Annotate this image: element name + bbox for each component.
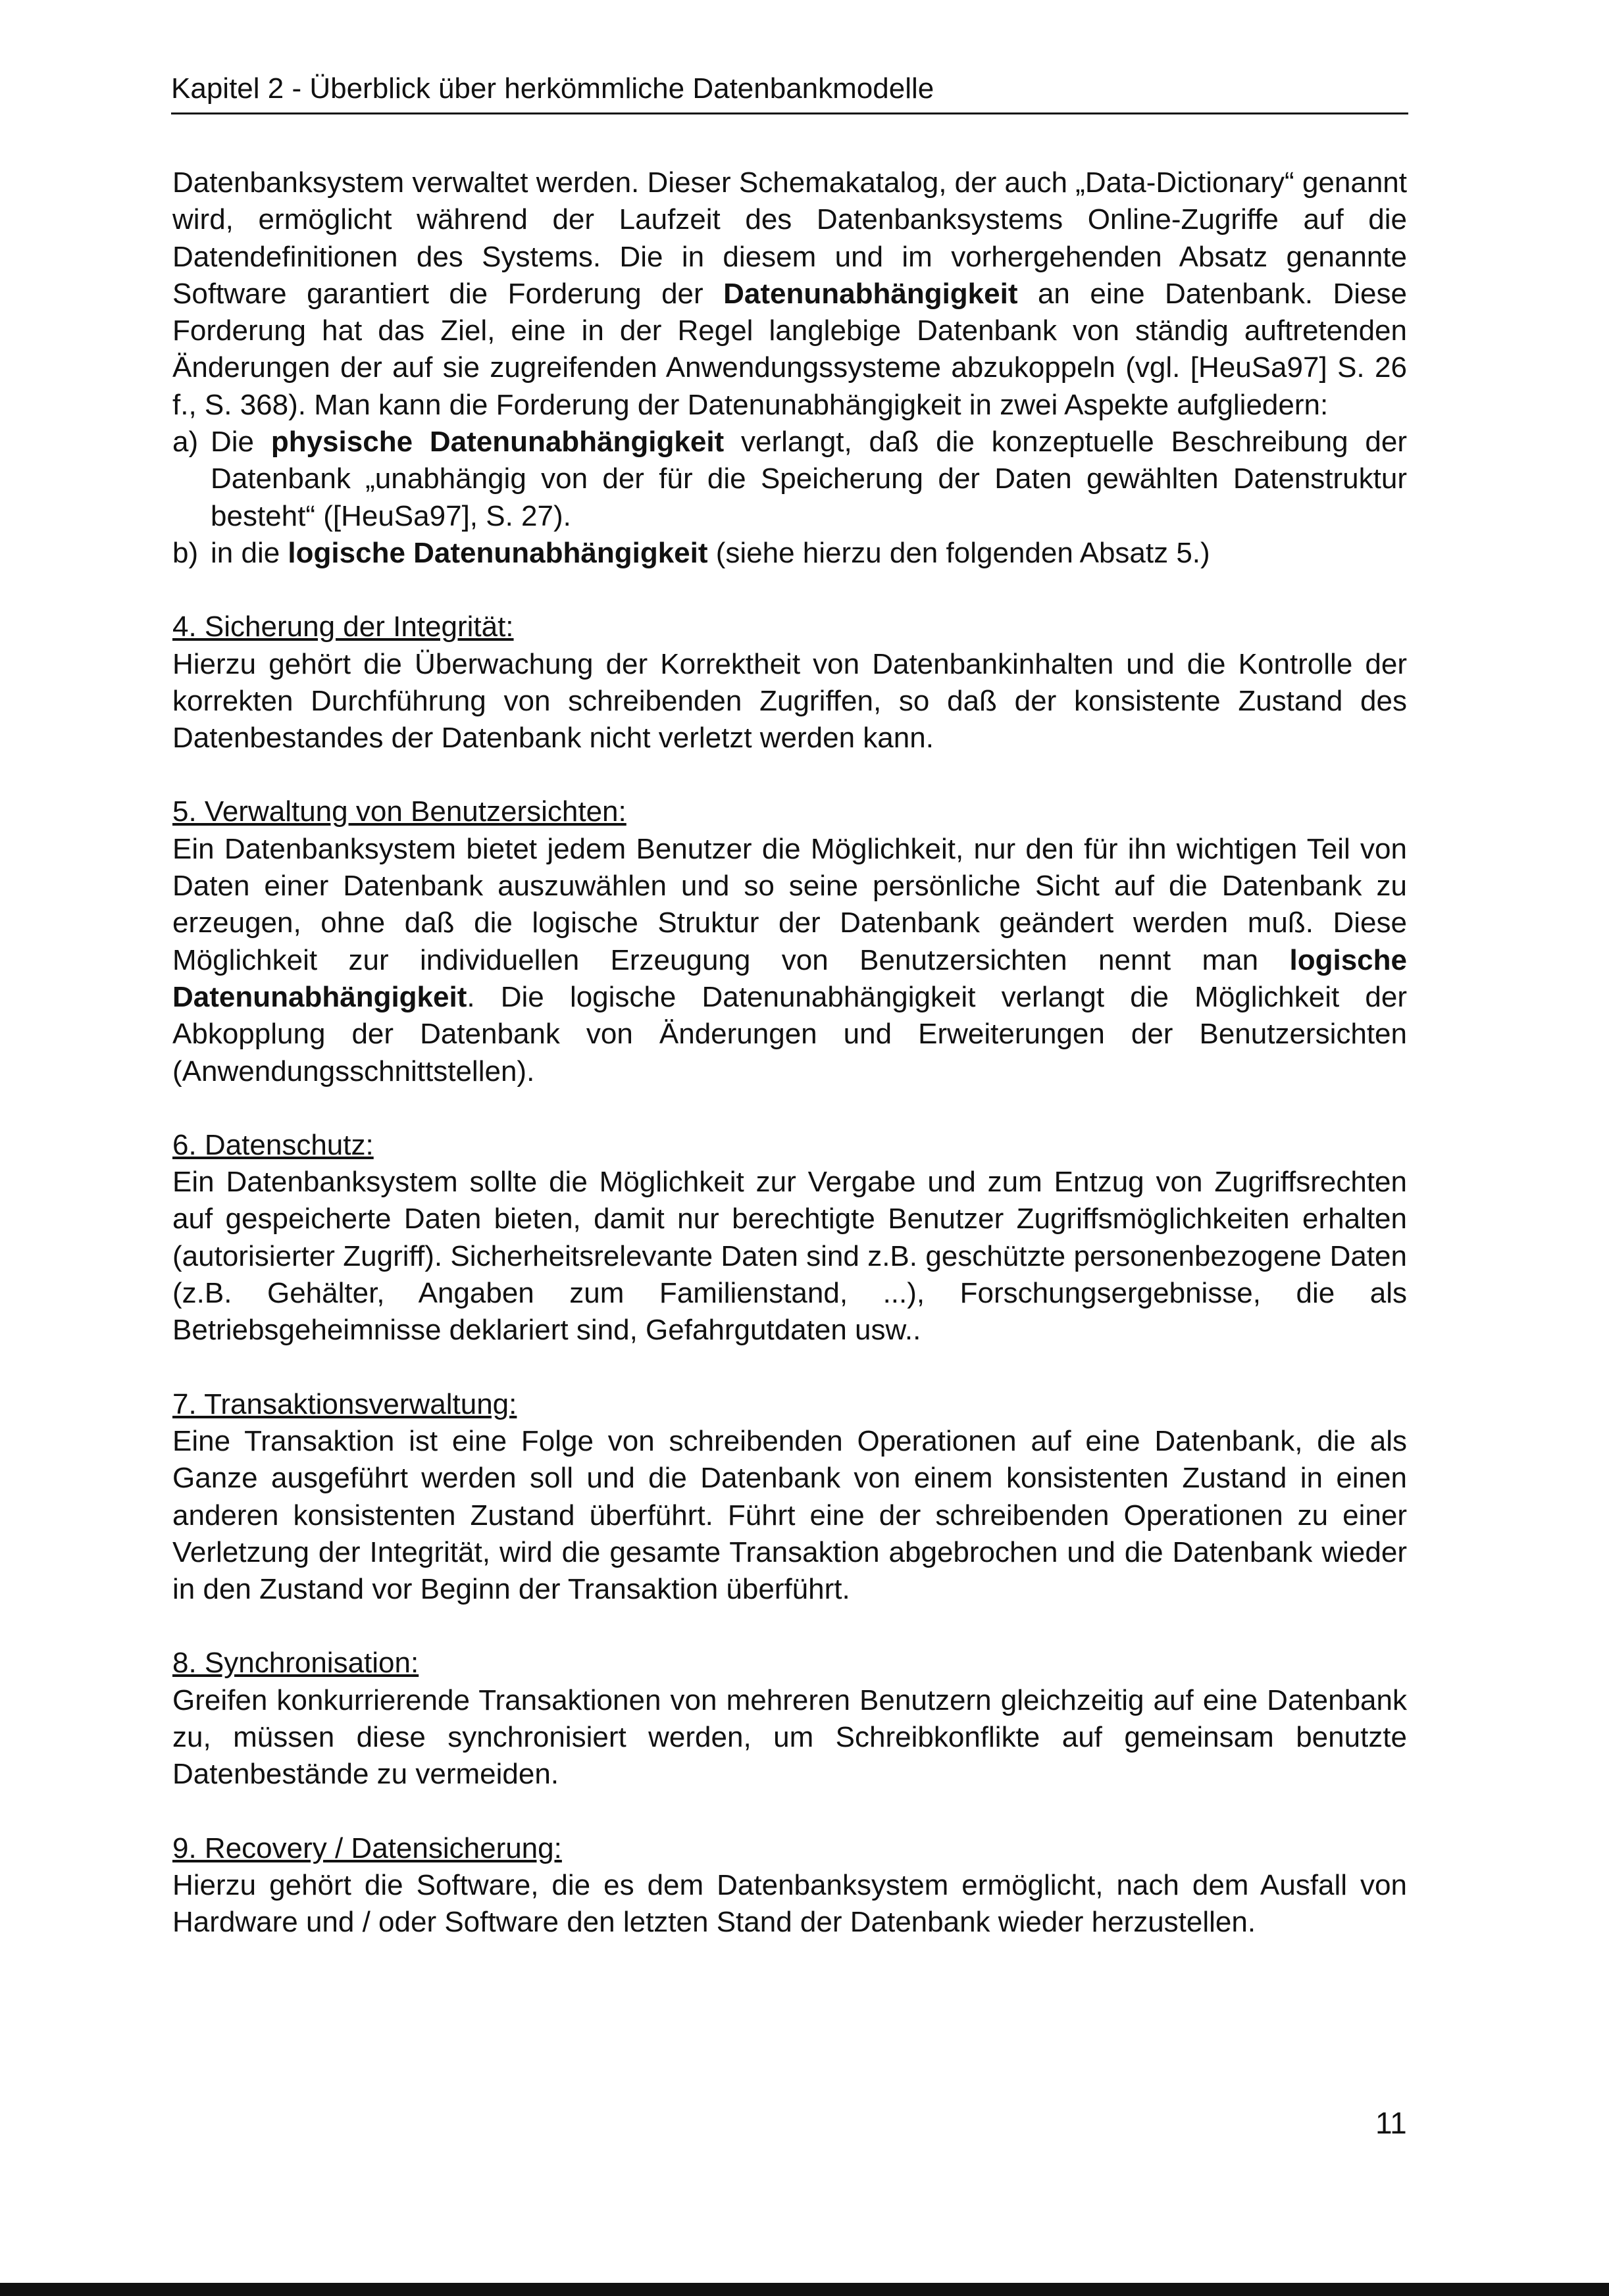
section-text-4: Hierzu gehört die Überwachung der Korrektheit von Datenbankinhalten und die Kontrolle der korrekten Durchführung von schreibenden Zugriffen, so daß der konsistente Zustand des Datenbestandes der Datenbank nicht verletzt werden kann. — [172, 647, 1407, 755]
section-heading-5: 5. Verwaltung von Benutzersichten: — [172, 795, 626, 828]
section-heading-4: 4. Sicherung der Integrität: — [172, 611, 514, 643]
intro-paragraph — [172, 164, 1407, 424]
section-5-text-1: Ein Datenbanksystem bietet jedem Benutzer die Möglichkeit, nur den für ihn wichtigen Teil von Daten einer Datenbank auszuwählen und so seine persönliche Sicht auf die Datenbank zu erzeugen, ohne daß die logische Struktur der Datenbank geändert werden muß. Diese Möglichkeit zur individuellen Erzeugung von Benutzersichten nennt man — [172, 832, 1407, 976]
section-heading-8: 8. Synchronisation: — [172, 1647, 419, 1680]
section-transactions — [172, 1386, 1407, 1609]
page-header — [171, 69, 1408, 114]
section-5-text-2: . Die logische Datenunabhängigkeit verlangt die Möglichkeit der Abkopplung der Datenbank von Änderungen und Erweiterungen der Benutzersichten (Anwendungsschnittstellen). — [172, 980, 1407, 1087]
section-text-5 — [172, 831, 1407, 1090]
section-5-bold-term: logische Datenunabhängigkeit — [172, 943, 1407, 1013]
section-text-9: Hierzu gehört die Software, die es dem Datenbanksystem ermöglicht, nach dem Ausfall von Hardware und / oder Software den letzten Stand der Datenbank wieder herzustellen. — [172, 1868, 1407, 1939]
list-b-text-2: (siehe hierzu den folgenden Absatz 5.) — [707, 536, 1210, 569]
list-item-b — [172, 535, 1407, 572]
list-b-text-1: in die — [211, 536, 288, 569]
page-body — [172, 164, 1407, 1941]
section-synchronisation — [172, 1645, 1407, 1793]
section-heading-6: 6. Datenschutz: — [172, 1128, 374, 1161]
section-heading-9: 9. Recovery / Datensicherung: — [172, 1832, 562, 1864]
page-number: 11 — [1375, 2106, 1407, 2140]
section-user-views — [172, 793, 1407, 1089]
list-marker-a: a) — [172, 426, 199, 459]
intro-bold-term: Datenunabhängigkeit — [723, 277, 1018, 310]
list-a-text-2: verlangt, daß die konzeptuelle Beschreibung der Datenbank „unabhängig von der für die Speicherung der Daten gewählten Datenstruktur besteht“ ([HeuSa97], S. 27). — [211, 426, 1407, 532]
list-a-bold-term: physische Datenunabhängigkeit — [270, 426, 725, 459]
list-content-b — [211, 535, 1407, 572]
list-marker-b: b) — [172, 536, 199, 569]
section-text-8: Greifen konkurrierende Transaktionen von mehreren Benutzern gleichzeitig auf eine Datenbank zu, müssen diese synchronisiert werden, um Schreibkonflikte auf gemeinsam benutzte Datenbestände zu vermeiden. — [172, 1684, 1407, 1791]
intro-text-2: an eine Datenbank. Diese Forderung hat das Ziel, eine in der Regel langlebige Datenbank von ständig auftretenden Änderungen der auf sie zugreifenden Anwendungssysteme abzukoppeln (vgl. [HeuSa97] S. 26 f., S. 368). Man kann die Forderung der Datenunabhängigkeit in zwei Aspekte aufgliedern: — [172, 277, 1407, 421]
section-text-6: Ein Datenbanksystem sollte die Möglichkeit zur Vergabe und zum Entzug von Zugriffsrechten auf gespeicherte Daten bieten, damit nur berechtigte Benutzer Zugriffsmöglichkeiten erhalten (autorisierter Zugriff). Sicherheitsrelevante Daten sind z.B. geschützte personenbezogene Daten (z.B. Gehälter, Angaben zum Familienstand, ...), Forschungsergebnisse, die als Betriebsgeheimnisse deklariert sind, Gefahrgutdaten usw.. — [172, 1166, 1407, 1347]
list-a-text-1: Die — [211, 426, 271, 459]
chapter-title: Kapitel 2 - Überblick über herkömmliche Datenbankmodelle — [171, 72, 934, 105]
section-recovery — [172, 1830, 1407, 1941]
section-heading-7: 7. Transaktionsverwaltung: — [172, 1387, 517, 1420]
list-b-bold-term: logische Datenunabhängigkeit — [288, 536, 708, 569]
section-data-protection — [172, 1127, 1407, 1349]
list-content-a — [211, 424, 1407, 535]
list-item-a — [172, 424, 1407, 535]
section-text-7: Eine Transaktion ist eine Folge von schreibenden Operationen auf eine Datenbank, die als Ganze ausgeführt werden soll und die Datenbank von einem konsistenten Zustand in einen anderen konsistenten Zustand überführt. Führt eine der schreibenden Operationen zu einer Verletzung der Integrität, wird die gesamte Transaktion abgebrochen und die Datenbank wieder in den Zustand vor Beginn der Transaktion überführt. — [172, 1424, 1407, 1606]
section-integrity — [172, 609, 1407, 757]
scan-edge — [0, 2283, 1609, 2296]
intro-text-1: Datenbanksystem verwaltet werden. Dieser Schemakatalog, der auch „Data-Dictionary“ genannt wird, ermöglicht während der Laufzeit des Datenbanksystems Online-Zugriffe auf die Datendefinitionen des Systems. Die in diesem und im vorhergehenden Absatz genannte Software garantiert die Forderung der — [172, 166, 1407, 310]
